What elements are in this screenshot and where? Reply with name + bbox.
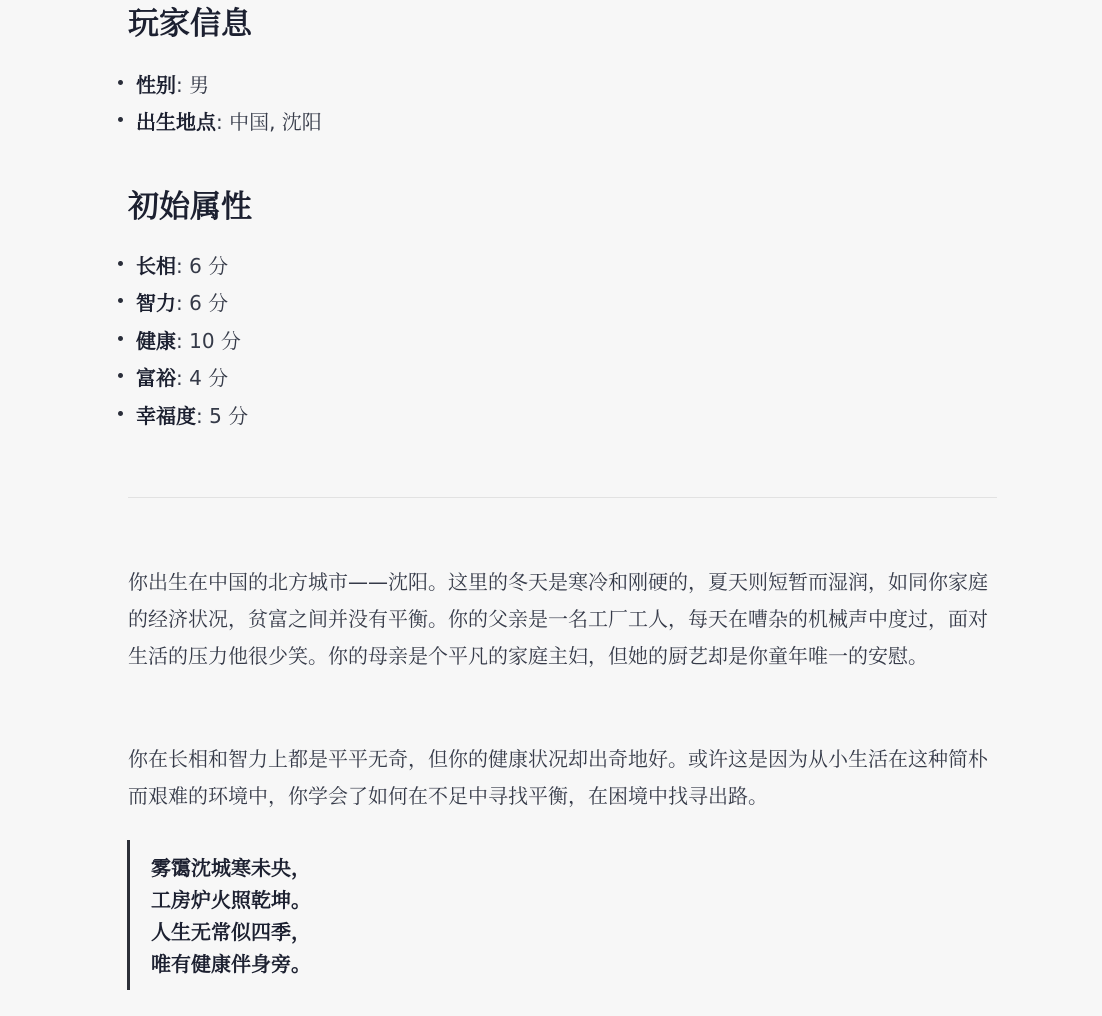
health-label: 健康	[136, 328, 176, 353]
gender-label: 性别	[136, 73, 176, 97]
birthplace-value: : 中国, 沈阳	[216, 110, 322, 135]
list-item	[116, 398, 248, 435]
birthplace-label: 出生地点	[136, 110, 216, 135]
wealth-label: 富裕	[136, 366, 176, 391]
intelligence-value: : 6 分	[176, 291, 229, 316]
story-paragraph-2: 你在长相和智力上都是平平无奇，但你的健康状况却出奇地好。或许这是因为从小生活在这种简朴而艰难的环境中，你学会了如何在不足中寻找平衡，在困境中找寻出路。	[128, 747, 988, 809]
poem-line: 工房炉火照乾坤。	[151, 888, 311, 912]
list-item	[116, 323, 248, 360]
attributes-list	[116, 248, 248, 435]
list-item	[116, 104, 322, 141]
poem-blockquote	[127, 840, 727, 990]
list-item	[116, 285, 248, 322]
section-divider	[128, 497, 997, 498]
poem-line: 唯有健康伴身旁。	[151, 952, 311, 976]
attributes-heading: 初始属性	[128, 189, 252, 225]
wealth-value: : 4 分	[176, 366, 229, 391]
poem-line: 雾霭沈城寒未央，	[151, 856, 311, 880]
list-item	[116, 248, 248, 285]
intelligence-label: 智力	[136, 291, 176, 316]
player-info-list	[116, 67, 322, 142]
poem-line: 人生无常似四季，	[151, 920, 311, 944]
looks-value: : 6 分	[176, 254, 229, 278]
looks-label: 长相	[136, 254, 176, 278]
gender-value: : 男	[176, 73, 210, 97]
list-item	[116, 67, 322, 104]
story-paragraph-1: 你出生在中国的北方城市——沈阳。这里的冬天是寒冷和刚硬的，夏天则短暂而湿润，如同你家庭的经济状况，贫富之间并没有平衡。你的父亲是一名工厂工人，每天在嘈杂的机械声中度过，面对生活的压力他很少笑。你的母亲是个平凡的家庭主妇，但她的厨艺却是你童年唯一的安慰。	[128, 570, 988, 669]
health-value: : 10 分	[176, 328, 241, 353]
list-item	[116, 360, 248, 397]
happiness-value: : 5 分	[196, 403, 249, 428]
player-info-heading: 玩家信息	[128, 6, 252, 42]
happiness-label: 幸福度	[136, 403, 196, 428]
